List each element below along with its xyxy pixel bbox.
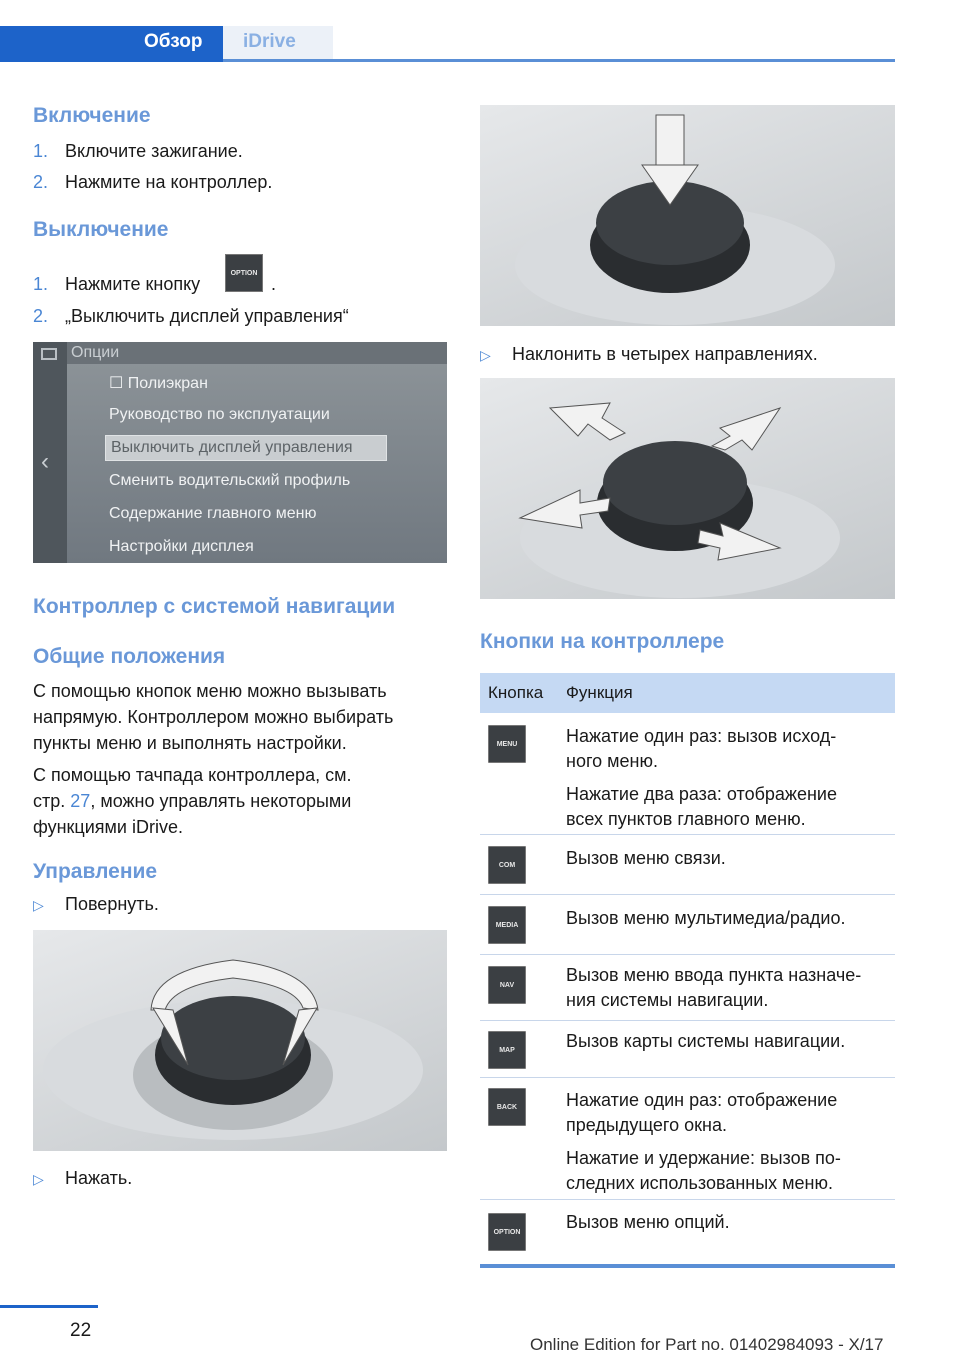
option-button-icon: OPTION xyxy=(225,254,263,292)
paragraph-touchpad-line3: функциями iDrive. xyxy=(33,817,183,837)
row-function: Вызов меню мультимедиа/радио. xyxy=(566,908,846,928)
back-chevron-icon[interactable]: ‹ xyxy=(41,448,49,475)
press-illustration xyxy=(480,105,895,326)
menu-item-selected[interactable]: Выключить дисплей управления xyxy=(111,439,353,456)
option-button-icon: OPTION xyxy=(488,1213,526,1251)
menu-body xyxy=(67,364,447,563)
col-button-header: Кнопка xyxy=(488,683,544,702)
row-function: Вызов меню ввода пункта назначе- ния системы навигации. xyxy=(566,965,862,1010)
menu-item[interactable]: ☐ Полиэкран xyxy=(109,375,208,392)
table-row xyxy=(480,1078,895,1200)
menu-button-icon: MENU xyxy=(488,725,526,763)
menu-item[interactable]: Содержание главного меню xyxy=(109,505,317,522)
col-function-header: Функция xyxy=(566,683,633,702)
heading-switch-on: Включение xyxy=(33,104,151,127)
page-number: 22 xyxy=(70,1320,92,1341)
controller-tilt-image xyxy=(480,378,895,599)
menu-item[interactable]: Руководство по эксплуатации xyxy=(109,406,330,423)
heading-control: Управление xyxy=(33,860,158,883)
menu-title: Опции xyxy=(71,344,120,361)
step-text: Нажмите кнопку xyxy=(65,274,201,294)
table-row xyxy=(480,955,895,1021)
paragraph-touchpad: С помощью тачпада контроллера, см. xyxy=(33,765,352,785)
row-function: Вызов меню опций. xyxy=(566,1212,730,1232)
tilt-illustration xyxy=(480,378,895,599)
table-header xyxy=(480,673,895,713)
footer-accent-line xyxy=(0,1305,98,1308)
menu-item[interactable]: Настройки дисплея xyxy=(109,538,254,555)
buttons-table xyxy=(480,673,895,1260)
map-button-icon: MAP xyxy=(488,1031,526,1069)
step-text: Нажмите на контроллер. xyxy=(65,172,273,192)
table-bottom-rule xyxy=(480,1264,895,1268)
paragraph-touchpad-line2: стр. 27, можно управлять некоторыми xyxy=(33,791,352,811)
menu-icon xyxy=(41,348,57,360)
header-tabs xyxy=(0,26,895,60)
row-function: Нажатие один раз: отображение предыдущего окна. Нажатие и удержание: вызов по- следних использованных меню. xyxy=(566,1090,841,1193)
tab-overview[interactable]: Обзор xyxy=(0,26,223,62)
heading-switch-off: Выключение xyxy=(33,218,169,241)
table-row xyxy=(480,895,895,955)
table-row xyxy=(480,835,895,895)
controller-rotate-image xyxy=(33,930,447,1151)
menu-item[interactable]: Сменить водительский профиль xyxy=(109,472,351,489)
controller-press-image xyxy=(480,105,895,326)
page-link[interactable]: 27 xyxy=(70,791,91,811)
heading-general: Общие положения xyxy=(33,645,226,668)
table-row xyxy=(480,1200,895,1260)
step-suffix: . xyxy=(271,274,277,294)
row-function: Вызов меню связи. xyxy=(566,848,726,868)
table-row xyxy=(480,713,895,835)
row-function: Нажатие один раз: вызов исход- ного меню. Нажатие два раза: отображение всех пунктов главного меню. xyxy=(566,726,837,829)
media-button-icon: MEDIA xyxy=(488,906,526,944)
table-row xyxy=(480,1021,895,1078)
options-menu-screen xyxy=(33,342,447,563)
menu-side-bar xyxy=(33,342,67,563)
step-text: Включите зажигание. xyxy=(65,141,243,161)
tab-idrive[interactable]: iDrive xyxy=(223,26,333,59)
step-text: „Выключить дисплей управления“ xyxy=(65,306,349,326)
row-function: Вызов карты системы навигации. xyxy=(566,1031,846,1051)
heading-controller: Контроллер с системой навигации xyxy=(33,595,396,618)
com-button-icon: COM xyxy=(488,846,526,884)
edition-note: Online Edition for Part no. 01402984093 - X/17 xyxy=(530,1335,884,1354)
rotate-illustration xyxy=(33,930,447,1151)
heading-controller-buttons: Кнопки на контроллере xyxy=(480,630,725,653)
back-button-icon: BACK xyxy=(488,1088,526,1126)
paragraph-buttons: С помощью кнопок меню можно вызывать напрямую. Контроллером можно выбирать пункты меню и выполнять настройки. xyxy=(33,681,394,753)
nav-button-icon: NAV xyxy=(488,966,526,1004)
